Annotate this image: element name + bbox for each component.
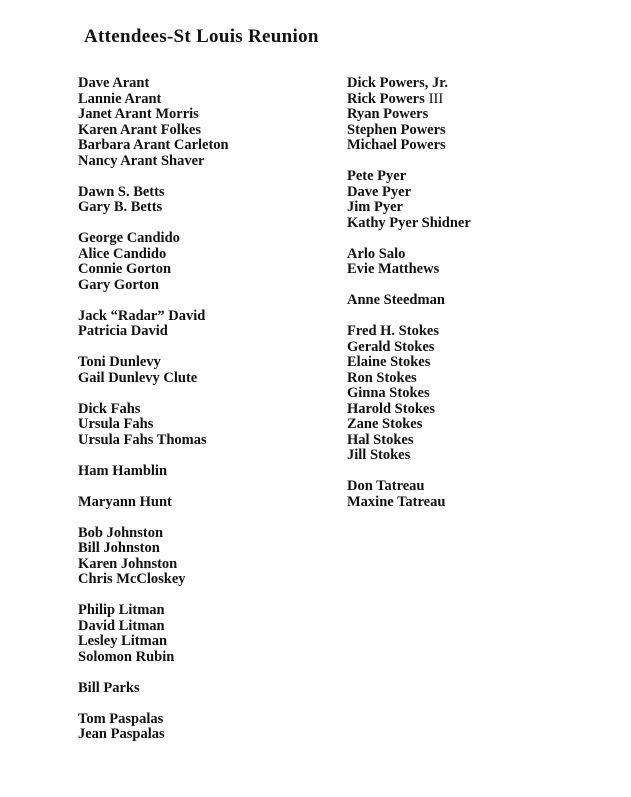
attendee-name: Jack “Radar” David [78,307,206,324]
attendee-name: Connie Gorton [78,261,172,277]
attendee-name: David Litman [78,617,165,634]
attendee-name: Stephen Powers [347,121,446,138]
attendee-name: Lannie Arant [78,90,162,107]
attendee-column-right [347,76,587,510]
attendee-name: Barbara Arant Carleton [78,137,229,153]
attendee-name: Nancy Arant Shaver [78,152,205,169]
attendee-name: Dave Arant [78,75,150,91]
attendee-name: Dawn S. Betts [78,183,165,200]
attendee-group [78,402,347,449]
attendee-name: Lesley Litman [78,633,168,649]
attendee-name: Patricia David [78,323,168,339]
attendee-name: Pete Pyer [347,168,407,184]
attendee-name: Don Tatreau [347,478,425,494]
attendee-name: Ron Stokes [347,369,417,386]
attendee-name: Michael Powers [347,137,446,153]
attendee-group [78,603,347,665]
attendee-group [78,464,347,480]
attendee-group [78,185,347,216]
attendee-name-text: Rick Powers [347,90,425,107]
attendee-name: Ham Hamblin [78,462,168,479]
attendee-name: Harold Stokes [347,400,435,417]
attendee-name: Gary Gorton [78,276,159,293]
attendee-name: Fred H. Stokes [347,323,439,339]
attendee-name: Jill Stokes [347,447,411,463]
attendee-name: Chris McCloskey [78,571,186,587]
attendee-name: Gerald Stokes [347,338,435,355]
attendee-name: Elaine Stokes [347,354,431,370]
attendee-name: George Candido [78,230,180,246]
attendee-group [78,76,347,169]
attendee-columns [78,76,587,743]
attendee-name: Philip Litman [78,602,165,618]
attendee-group [78,526,347,588]
attendee-name: Maryann Hunt [78,493,172,510]
attendee-name: Hal Stokes [347,431,414,448]
attendee-name: Solomon Rubin [78,648,175,665]
attendee-name: Arlo Salo [347,245,406,262]
attendee-group [78,355,347,386]
attendee-name: Dick Powers, Jr. [347,75,448,91]
attendee-name: Bill Johnston [78,540,160,556]
attendee-name: Zane Stokes [347,416,423,432]
attendee-group [347,324,587,464]
attendee-group [347,169,587,231]
attendee-group [347,479,587,510]
attendee-name: Evie Matthews [347,261,440,277]
attendee-name: Karen Arant Folkes [78,121,201,138]
attendee-group [78,712,347,743]
attendee-name: Ursula Fahs [78,416,154,432]
attendee-name: Bob Johnston [78,524,164,541]
page-title: Attendees-St Louis Reunion [84,26,319,47]
attendee-name: Kathy Pyer Shidner [347,214,471,231]
attendee-name: Karen Johnston [78,555,178,572]
attendee-name [347,92,587,108]
attendee-group [78,495,347,511]
attendee-name: Ursula Fahs Thomas [78,431,207,448]
attendee-name-suffix: III [428,90,444,107]
attendee-group [347,76,587,154]
attendee-group [347,247,587,278]
attendee-name: Ginna Stokes [347,385,430,401]
attendee-name: Dick Fahs [78,400,141,417]
attendee-group [78,309,347,340]
attendee-name: Dave Pyer [347,183,412,200]
attendee-name: Anne Steedman [347,292,445,308]
attendee-name: Bill Parks [78,679,140,696]
attendee-name: Maxine Tatreau [347,493,446,510]
attendee-column-left [78,76,347,743]
attendee-group [78,681,347,697]
attendee-name: Gary B. Betts [78,199,163,215]
attendee-name: Jim Pyer [347,199,403,215]
attendee-name: Ryan Powers [347,106,429,122]
attendee-name: Toni Dunlevy [78,354,161,370]
attendee-name: Jean Paspalas [78,726,165,742]
attendee-name: Alice Candido [78,245,167,262]
attendee-name: Tom Paspalas [78,710,164,727]
attendee-group [78,231,347,293]
attendee-group [347,293,587,309]
attendee-name: Janet Arant Morris [78,106,199,122]
attendee-name: Gail Dunlevy Clute [78,369,198,386]
